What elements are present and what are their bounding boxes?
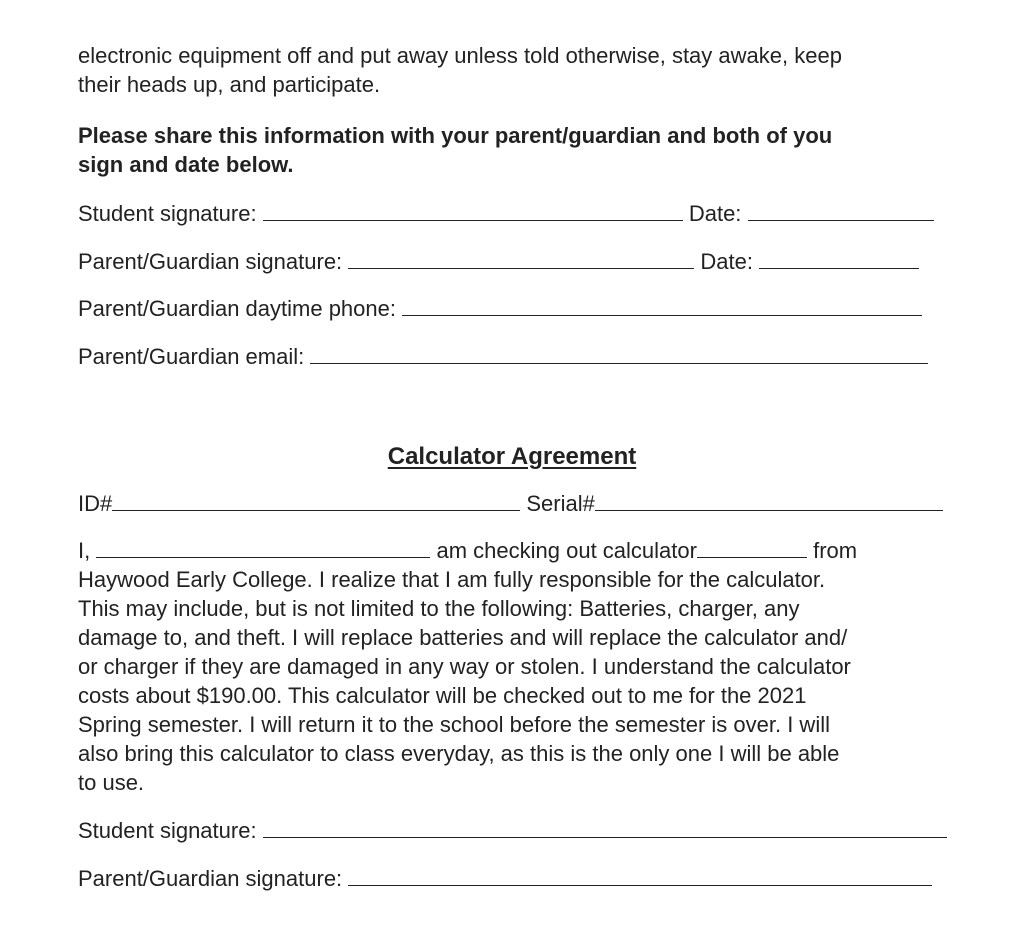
body-line: This may include, but is not limited to the following: Batteries, charger, any <box>78 596 800 621</box>
parent-signature-label: Parent/Guardian signature: <box>78 249 343 274</box>
student-date-field[interactable] <box>748 200 934 221</box>
body-line: costs about $190.00. This calculator will be checked out to me for the 2021 <box>78 683 807 708</box>
student-name-field[interactable] <box>96 537 430 558</box>
body-line: Spring semester. I will return it to the school before the semester is over. I will <box>78 712 830 737</box>
intro-line: electronic equipment off and put away unless told otherwise, stay awake, keep <box>78 43 842 68</box>
email-row <box>78 342 928 371</box>
email-label: Parent/Guardian email: <box>78 344 305 369</box>
parent-date-field[interactable] <box>759 248 919 269</box>
body-line: also bring this calculator to class everyday, as this is the only one I will be able <box>78 741 840 766</box>
i-label: I, <box>78 538 91 563</box>
body-line: or charger if they are damaged in any way or stolen. I understand the calculator <box>78 654 851 679</box>
agreement-parent-signature-row <box>78 864 932 893</box>
student-signature-field[interactable] <box>263 200 683 221</box>
calculator-number-field[interactable] <box>697 537 807 558</box>
body-line: Haywood Early College. I realize that I am fully responsible for the calculator. <box>78 567 826 592</box>
parent-signature-row <box>78 247 919 276</box>
date-label: Date: <box>688 201 742 226</box>
instruction-line: Please share this information with your parent/guardian and both of you <box>78 123 833 148</box>
phone-row <box>78 294 922 323</box>
id-field[interactable] <box>112 490 520 511</box>
date-label: Date: <box>700 249 754 274</box>
student-signature-row <box>78 199 934 228</box>
phone-label: Parent/Guardian daytime phone: <box>78 296 396 321</box>
agreement-body <box>78 565 851 797</box>
agreement-title-text: Calculator Agreement <box>387 443 637 470</box>
email-field[interactable] <box>310 343 928 364</box>
agreement-student-signature-field[interactable] <box>263 817 947 838</box>
body-line: damage to, and theft. I will replace batteries and will replace the calculator and/ <box>78 625 848 650</box>
checking-out-text: am checking out calculator <box>436 538 697 563</box>
agreement-parent-signature-field[interactable] <box>348 865 932 886</box>
instruction-text <box>78 121 832 179</box>
body-line: to use. <box>78 770 145 795</box>
parent-signature-field[interactable] <box>348 248 694 269</box>
id-serial-row <box>78 489 943 518</box>
phone-field[interactable] <box>402 295 922 316</box>
intro-line: their heads up, and participate. <box>78 72 381 97</box>
agreement-student-signature-row <box>78 816 947 845</box>
student-signature-label: Student signature: <box>78 201 257 226</box>
checkout-row <box>78 536 857 565</box>
id-label: ID# <box>78 491 113 516</box>
serial-field[interactable] <box>595 490 943 511</box>
intro-text <box>78 41 842 99</box>
instruction-line: sign and date below. <box>78 152 294 177</box>
agreement-student-signature-label: Student signature: <box>78 818 257 843</box>
from-text: from <box>813 538 858 563</box>
agreement-parent-signature-label: Parent/Guardian signature: <box>78 866 343 891</box>
agreement-title <box>0 443 1024 471</box>
serial-label: Serial# <box>526 491 595 516</box>
